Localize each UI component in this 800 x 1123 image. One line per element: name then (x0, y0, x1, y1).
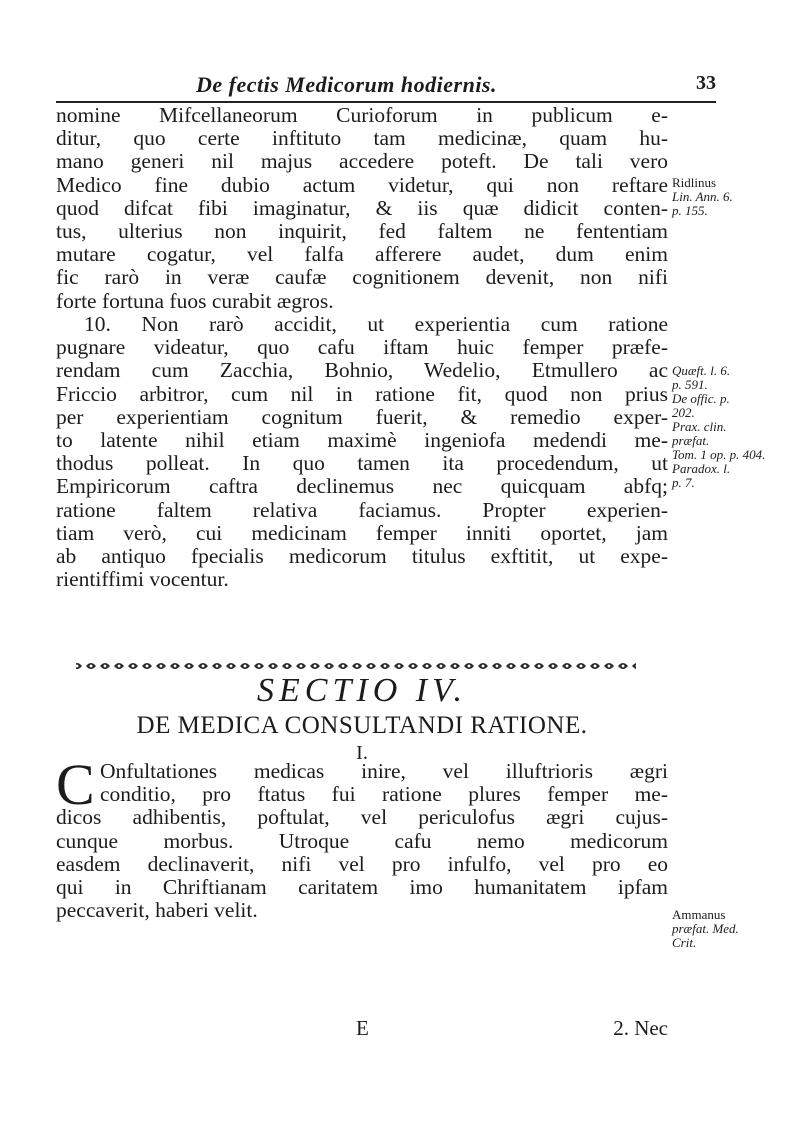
text-line: tus, ulterius non inquirit, fed faltem ne fententiam (56, 218, 668, 243)
signature-mark: E (356, 1016, 369, 1040)
text-line: ditur, quo certe inftituto tam medicinæ, quam hu- (56, 126, 668, 151)
text-line: forte fortuna fuos curabit ægros. (56, 288, 334, 313)
text-line: qui in Chriftianam caritatem imo humanitatem ipfam (56, 874, 668, 899)
margin-note-line: 202. (672, 405, 695, 420)
text-line: fic rarò in veræ caufæ cognitionem devenit, non nifi (56, 265, 668, 290)
margin-note-ammanus (672, 908, 782, 950)
text-line: peccaverit, haberi velit. (56, 898, 258, 923)
margin-note-line: Lin. Ann. 6. (672, 189, 733, 204)
text-line: rendam cum Zacchia, Bohnio, Wedelio, Etmullero ac (56, 358, 668, 383)
text-line: Medico fine dubio actum videtur, qui non reftare (56, 172, 668, 197)
text-line: mano generi nil majus accedere poteft. De tali vero (56, 149, 668, 174)
margin-note-line: p. 155. (672, 203, 708, 218)
section-subtitle: DE MEDICA CONSULTANDI RATIONE. (136, 712, 588, 739)
margin-note-line: Ridlinus (672, 175, 717, 190)
margin-note-references (672, 364, 782, 490)
margin-note-line: Prax. clin. (672, 419, 727, 434)
text-line: quod difcat fibi imaginatur, & iis quæ didicit conten- (56, 195, 668, 220)
text-line: tiam verò, cui medicinam femper inniti oportet, jam (56, 520, 668, 545)
text-line: 10. Non rarò accidit, ut experientia cum ratione (84, 312, 668, 336)
text-line: easdem declinaverit, nifi vel pro infulfo, vel pro eo (56, 851, 668, 876)
paragraph-9 (56, 104, 668, 313)
text-line: per experientiam cognitum fuerit, & remedio exper- (56, 404, 668, 429)
paragraph-1 (56, 760, 668, 922)
text-line: nomine Mifcellaneorum Curioforum in publicum e- (56, 103, 668, 127)
margin-note-line: præfat. Med. (672, 921, 739, 936)
ornamental-divider (56, 660, 668, 672)
running-head: De fectis Medicorum hodiernis. (196, 72, 497, 97)
section-title: SECTIO IV. (257, 672, 467, 709)
text-line: ratione faltem relativa faciamus. Propter experien- (56, 497, 668, 522)
text-line: cunque morbus. Utroque cafu nemo medicorum (56, 828, 668, 853)
text-line: thodus polleat. In quo tamen ita procedendum, ut (56, 451, 668, 476)
margin-note-line: præfat. (672, 433, 710, 448)
paragraph-number: I. (356, 742, 368, 764)
text-line: ab antiquo fpecialis medicorum titulus exftitit, ut expe- (56, 543, 668, 568)
margin-note-line: p. 7. (672, 475, 695, 490)
text-line: conditio, pro ftatus fui ratione plures femper me- (100, 782, 668, 807)
text-line: Friccio arbitror, cum nil in ratione fit, quod non prius (56, 381, 668, 406)
text-line: Empiricorum caftra declinemus nec quicquam abfq; (56, 474, 668, 499)
text-line: rientiffimi vocentur. (56, 567, 229, 592)
margin-note-line: Paradox. l. (672, 461, 731, 476)
text-line: pugnare videatur, quo cafu iftam huic femper præfe- (56, 335, 668, 360)
margin-note-ridlinus (672, 176, 782, 218)
page-number: 33 (696, 72, 716, 94)
page-header (56, 72, 716, 100)
text-line: mutare cogatur, vel falfa afferere audet, dum enim (56, 242, 668, 267)
paragraph-10 (56, 313, 668, 591)
text-line: to latente nihil etiam maximè ingeniofa medendi me- (56, 427, 668, 452)
margin-note-line: Ammanus (672, 907, 726, 922)
ornament-icon (56, 660, 668, 672)
text-line: Onfultationes medicas inire, vel illuftrioris ægri (100, 759, 668, 783)
page-footer (56, 1016, 668, 1042)
margin-note-line: Quæft. l. 6. (672, 363, 731, 378)
text-line: dicos adhibentis, poftulat, vel periculofus ægri cujus- (56, 805, 668, 830)
catchword: 2. Nec (613, 1016, 668, 1040)
margin-note-line: Crit. (672, 935, 697, 950)
drop-cap: C (56, 752, 95, 817)
margin-note-line: Tom. 1 op. p. 404. (672, 447, 766, 462)
margin-note-line: p. 591. (672, 377, 708, 392)
margin-note-line: De offic. p. (672, 391, 730, 406)
